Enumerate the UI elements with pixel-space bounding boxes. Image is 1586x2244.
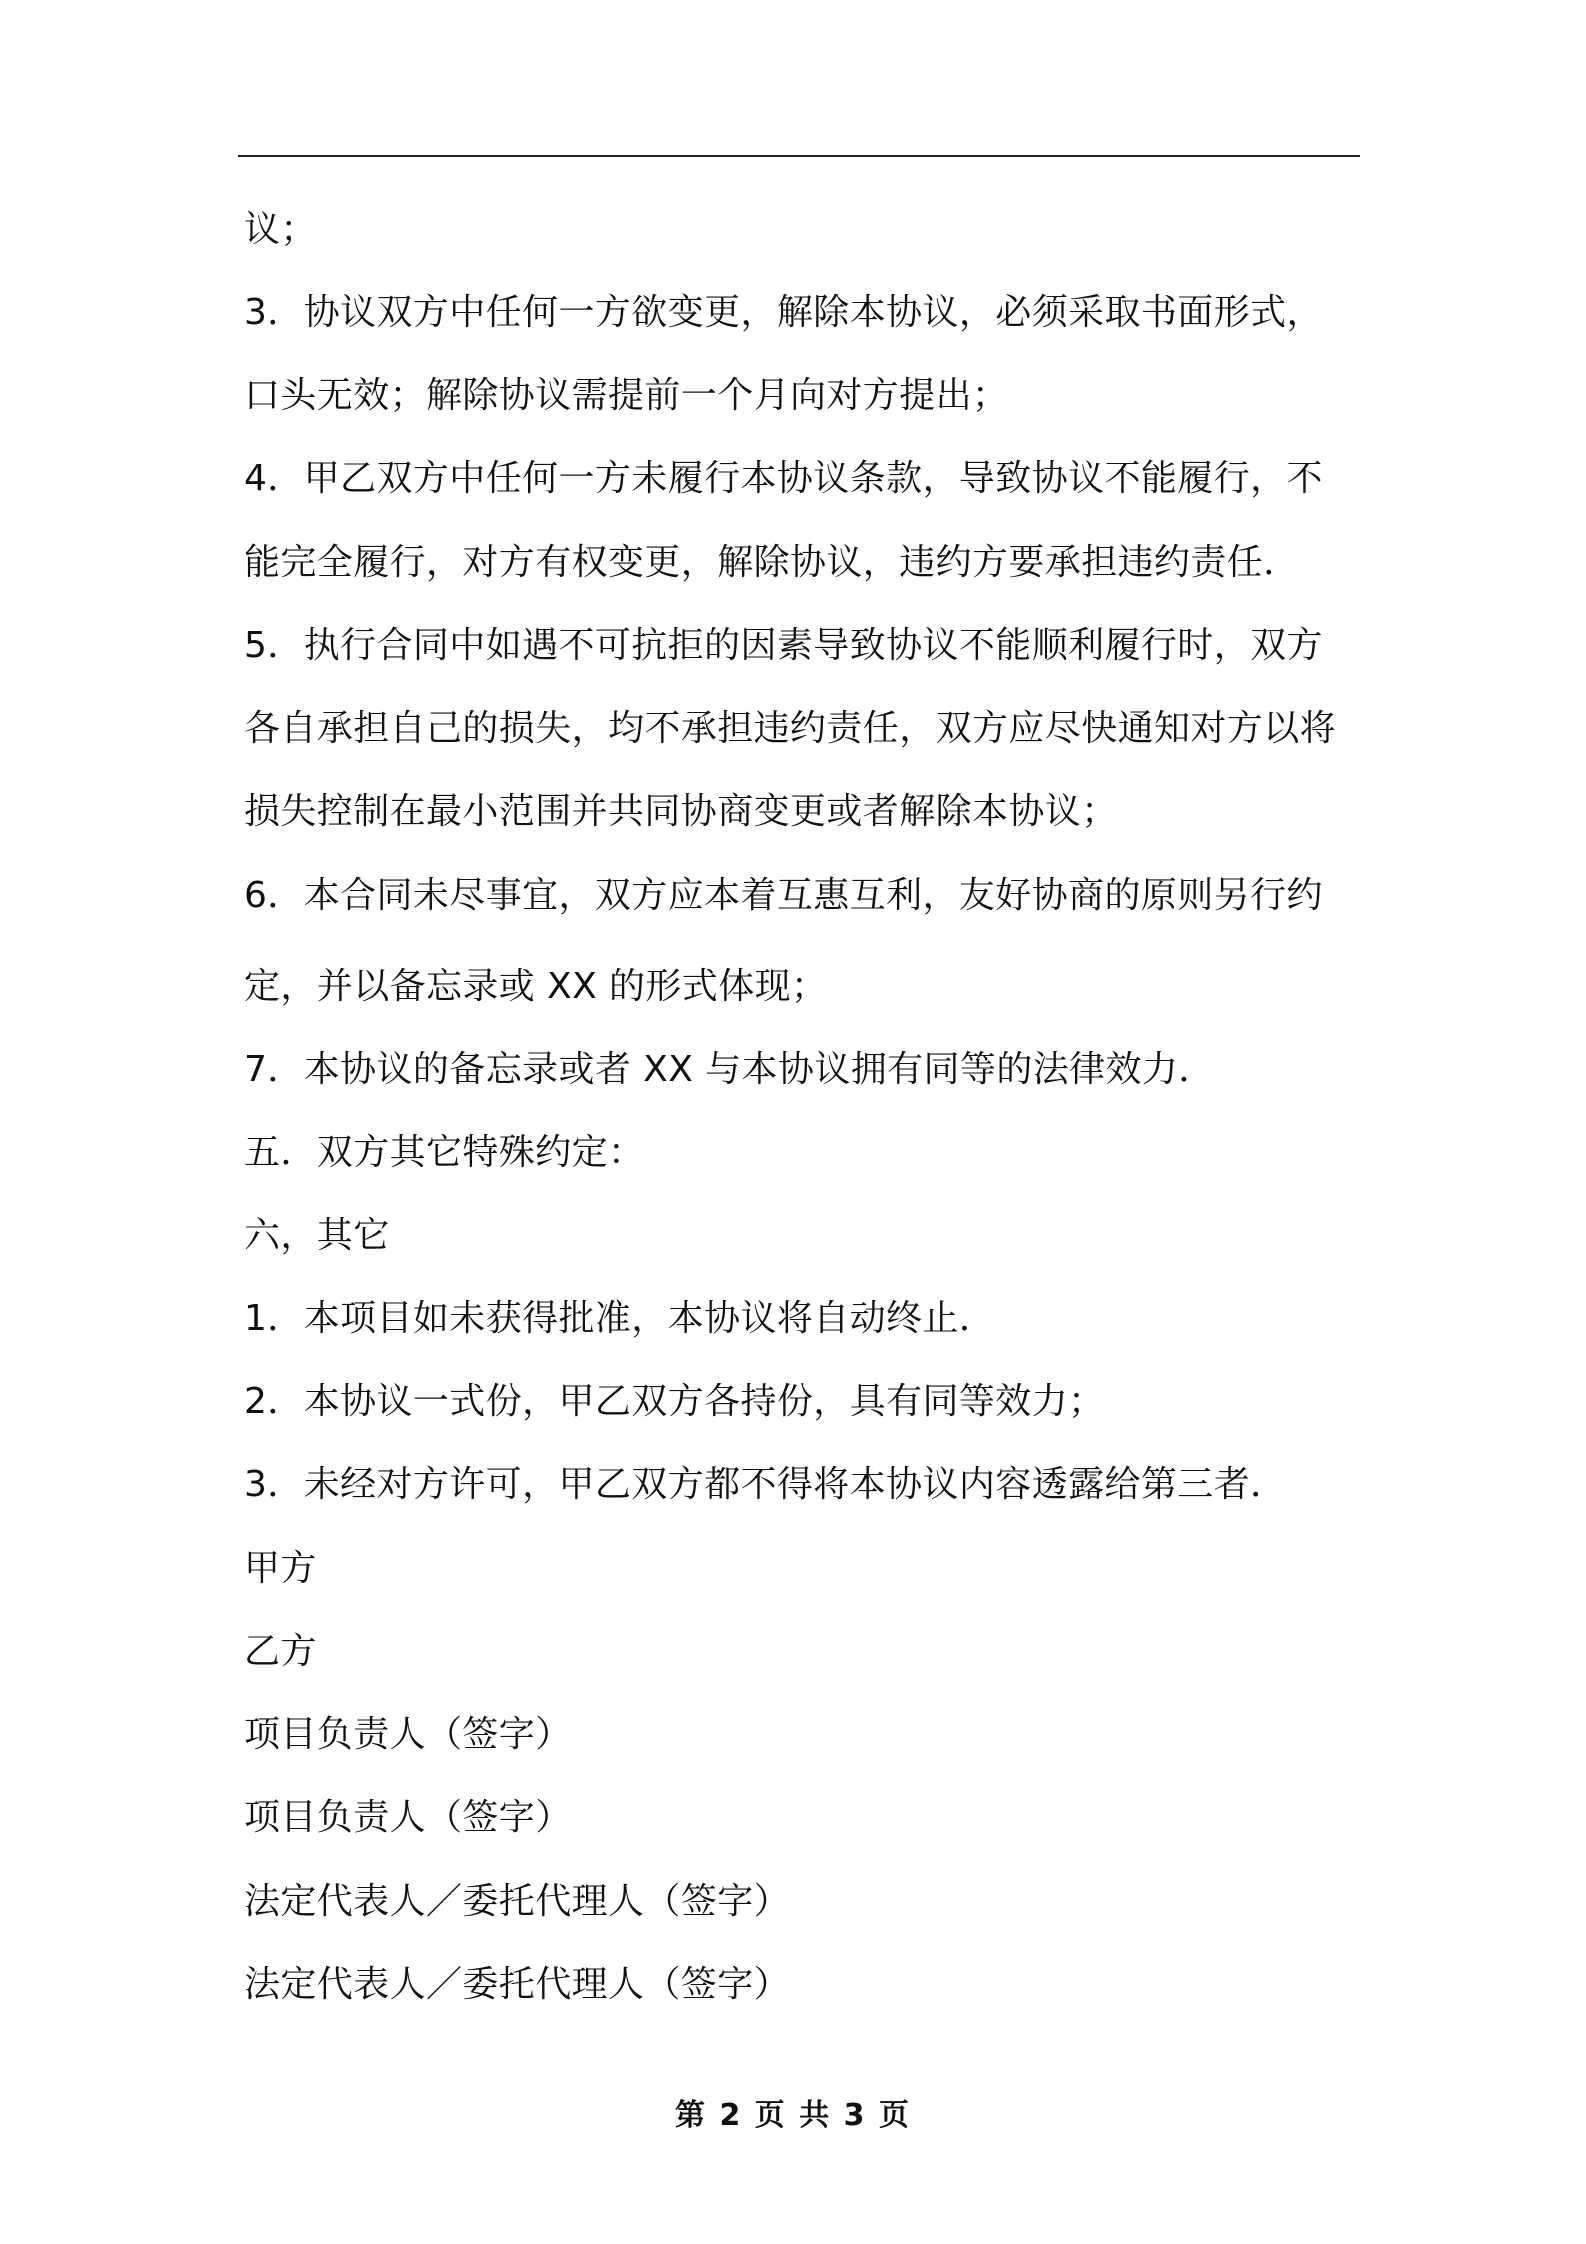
text-line: 2．本协议一式份，甲乙双方各持份，具有同等效力； <box>244 1381 1105 1422</box>
text-line: 1．本项目如未获得批准，本协议将自动终止． <box>244 1298 996 1339</box>
text-line: 能完全履行，对方有权变更，解除协议，违约方要承担违约责任． <box>244 542 1300 583</box>
party-b-label: 乙方 <box>244 1631 317 1672</box>
text-line: 7．本协议的备忘录或者 XX 与本协议拥有同等的法律效力． <box>244 1049 1215 1090</box>
section-heading: 六，其它 <box>244 1215 390 1256</box>
text-line: 3．未经对方许可，甲乙双方都不得将本协议内容透露给第三者． <box>244 1464 1287 1505</box>
text-line: 各自承担自己的损失，均不承担违约责任，双方应尽快通知对方以将 <box>244 708 1337 749</box>
text-line: 6．本合同未尽事宜，双方应本着互惠互利，友好协商的原则另行约 <box>244 875 1323 916</box>
signature-line: 法定代表人／委托代理人（签字） <box>244 1881 791 1922</box>
text-line: 3．协议双方中任何一方欲变更，解除本协议，必须采取书面形式， <box>244 292 1323 333</box>
signature-line: 项目负责人（签字） <box>244 1797 572 1838</box>
text-line: 定，并以备忘录或 XX 的形式体现； <box>244 966 828 1007</box>
header-rule <box>238 155 1360 157</box>
section-heading: 五．双方其它特殊约定： <box>244 1132 645 1173</box>
text-line: 口头无效；解除协议需提前一个月向对方提出； <box>244 375 1009 416</box>
text-line: 5．执行合同中如遇不可抗拒的因素导致协议不能顺利履行时，双方 <box>244 625 1323 666</box>
party-a-label: 甲方 <box>244 1548 317 1589</box>
signature-line: 法定代表人／委托代理人（签字） <box>244 1964 791 2005</box>
page-number: 第 2 页 共 3 页 <box>675 2098 911 2133</box>
text-line: 议； <box>244 209 317 250</box>
text-line: 损失控制在最小范围并共同协商变更或者解除本协议； <box>244 791 1118 832</box>
text-line: 4．甲乙双方中任何一方未履行本协议条款，导致协议不能履行，不 <box>244 458 1323 499</box>
signature-line: 项目负责人（签字） <box>244 1714 572 1755</box>
